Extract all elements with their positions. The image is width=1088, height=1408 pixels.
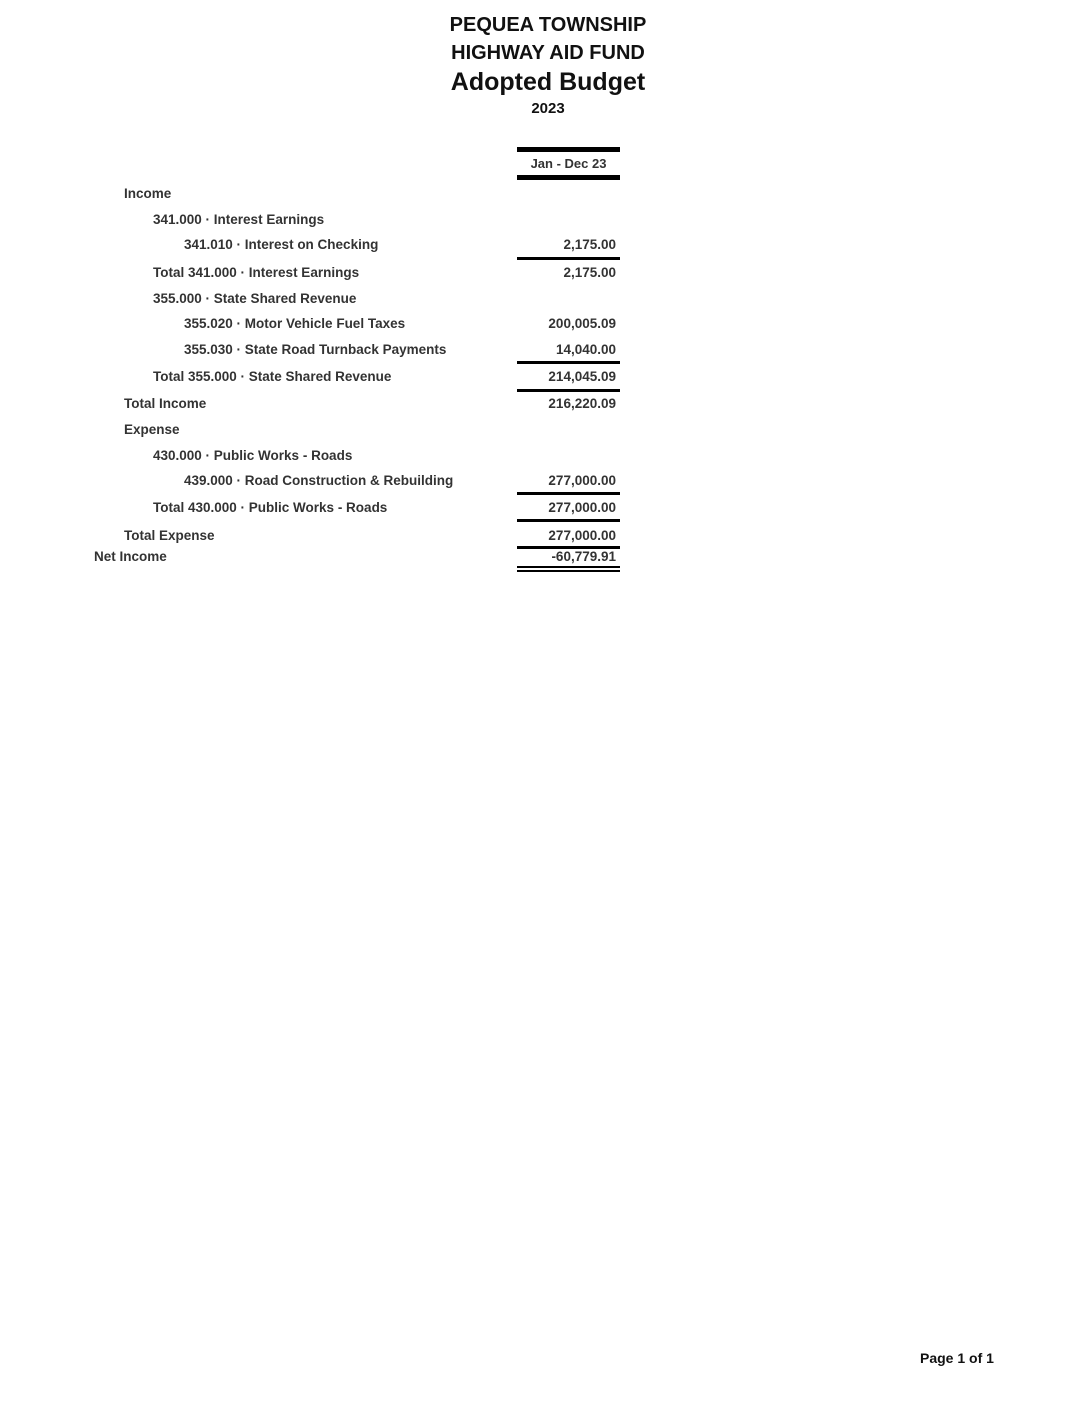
report-title: Adopted Budget — [450, 68, 646, 96]
row-value: 277,000.00 — [548, 500, 616, 515]
table-row — [0, 265, 1088, 285]
table-row — [0, 396, 1088, 416]
row-value: -60,779.91 — [551, 549, 616, 564]
organization-name: PEQUEA TOWNSHIP — [449, 14, 647, 36]
row-label: 355.030 · State Road Turnback Payments — [184, 342, 447, 357]
row-value: 277,000.00 — [548, 528, 616, 543]
table-row — [0, 316, 1088, 336]
row-label: Total 430.000 · Public Works - Roads — [153, 500, 388, 515]
row-label: 341.000 · Interest Earnings — [153, 212, 325, 227]
table-row — [0, 342, 1088, 362]
row-value: 214,045.09 — [548, 369, 616, 384]
table-row — [0, 212, 1088, 232]
row-label: Income — [124, 186, 172, 201]
page-number: Page 1 of 1 — [920, 1350, 994, 1366]
column-header: Jan - Dec 23 — [517, 147, 620, 180]
report-year: 2023 — [531, 100, 565, 117]
double-rule-bottom — [517, 570, 620, 572]
row-label: 355.000 · State Shared Revenue — [153, 291, 357, 306]
subtotal-rule — [517, 389, 620, 392]
table-row — [0, 500, 1088, 520]
row-value: 2,175.00 — [563, 265, 616, 280]
subtotal-rule — [517, 257, 620, 260]
row-label: 430.000 · Public Works - Roads — [153, 448, 353, 463]
row-label: 439.000 · Road Construction & Rebuilding — [184, 473, 454, 488]
subtotal-rule — [517, 492, 620, 495]
table-row — [0, 369, 1088, 389]
subtotal-rule — [517, 361, 620, 364]
row-value: 200,005.09 — [548, 316, 616, 331]
table-row — [0, 528, 1088, 548]
row-label: Total 355.000 · State Shared Revenue — [153, 369, 392, 384]
subtotal-rule — [517, 519, 620, 522]
row-label: 341.010 · Interest on Checking — [184, 237, 379, 252]
table-row — [0, 237, 1088, 257]
table-row — [0, 448, 1088, 468]
row-value: 277,000.00 — [548, 473, 616, 488]
row-value: 2,175.00 — [563, 237, 616, 252]
table-row — [0, 473, 1088, 493]
row-label: Total 341.000 · Interest Earnings — [153, 265, 360, 280]
row-label: 355.020 · Motor Vehicle Fuel Taxes — [184, 316, 406, 331]
table-row — [0, 186, 1088, 206]
row-value: 216,220.09 — [548, 396, 616, 411]
table-row — [0, 422, 1088, 442]
row-label: Total Income — [124, 396, 207, 411]
row-label: Expense — [124, 422, 180, 437]
fund-name: HIGHWAY AID FUND — [451, 42, 645, 64]
double-rule-top — [517, 566, 620, 568]
table-row — [0, 291, 1088, 311]
row-label: Net Income — [94, 549, 167, 564]
row-value: 14,040.00 — [555, 342, 616, 357]
row-label: Total Expense — [124, 528, 215, 543]
